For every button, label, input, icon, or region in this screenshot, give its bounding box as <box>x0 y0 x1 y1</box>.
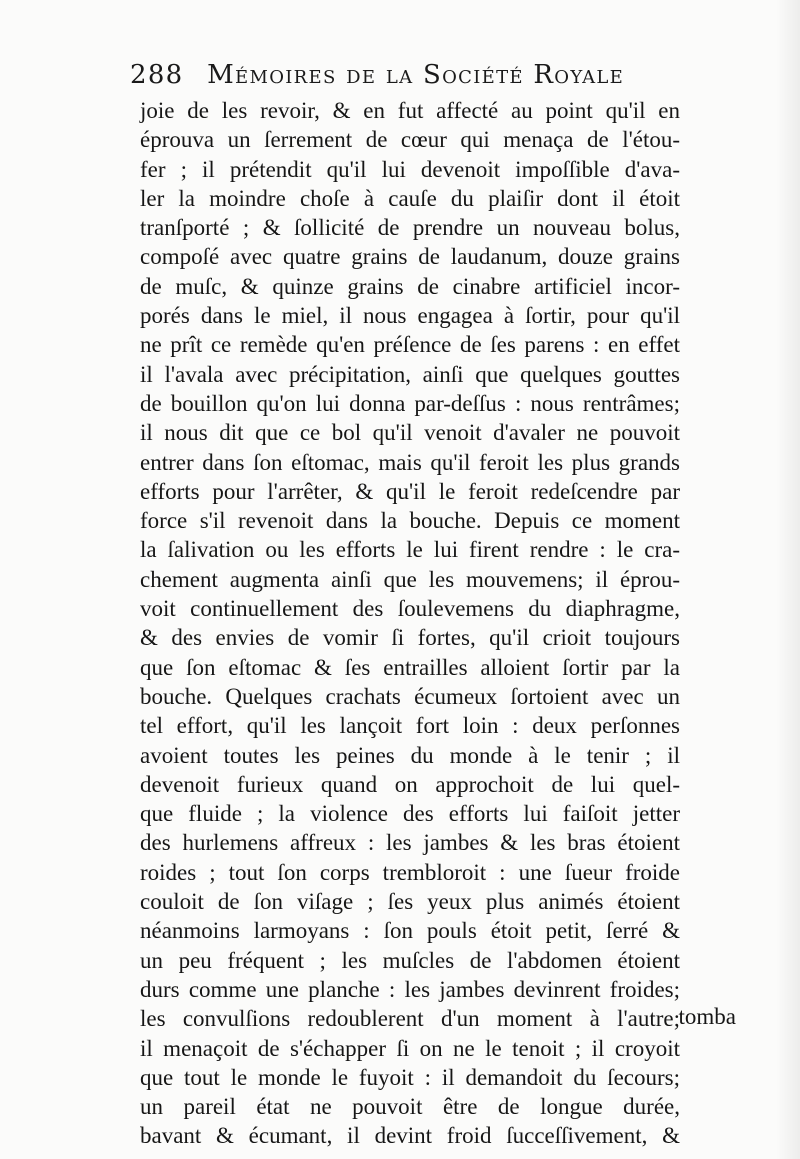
text-line: il nous dit que ce bol qu'il venoit d'avaler ne pouvoit <box>140 420 680 446</box>
text-line: bavant & écumant, il devint froid ſucceſſivement, & <box>140 1123 680 1149</box>
catchword: tomba <box>678 1004 736 1029</box>
text-line: voit continuellement des ſoulevemens du diaphragme, <box>140 596 680 622</box>
page-number: 288 <box>130 60 184 90</box>
text-line: compoſé avec quatre grains de laudanum, douze grains <box>140 244 680 270</box>
text-line: couloit de ſon viſage ; ſes yeux plus animés étoient <box>140 889 680 915</box>
text-line: ler la moindre choſe à cauſe du plaiſir dont il étoit <box>140 185 680 211</box>
text-line: néanmoins larmoyans : ſon pouls étoit petit, ſerré & <box>140 918 680 944</box>
text-line: un peu fréquent ; les muſcles de l'abdomen étoient <box>140 947 680 973</box>
running-head <box>130 62 675 88</box>
text-line: tel effort, qu'il les lançoit fort loin : deux perſonnes <box>140 713 680 739</box>
text-line: force s'il revenoit dans la bouche. Depuis ce moment <box>140 508 680 534</box>
text-line: de bouillon qu'on lui donna par-deſſus : nous rentrâmes; <box>140 390 680 416</box>
running-title: Mémoires de la Société Royale <box>207 60 625 90</box>
text-line: que tout le monde le fuyoit : il demandoit du ſecours; <box>140 1064 680 1090</box>
text-line: efforts pour l'arrêter, & qu'il le feroit redeſcendre par <box>140 478 680 504</box>
text-line: chement augmenta ainſi que les mouvemens; il éprou- <box>140 566 680 592</box>
text-line: un pareil état ne pouvoit être de longue durée, <box>140 1094 680 1120</box>
text-line: & des envies de vomir ſi fortes, qu'il crioit toujours <box>140 625 680 651</box>
text-line: des hurlemens affreux : les jambes & les bras étoient <box>140 830 680 856</box>
text-line: avoient toutes les peines du monde à le tenir ; il <box>140 742 680 768</box>
body-text <box>140 96 680 1151</box>
text-line: que ſon eſtomac & ſes entrailles alloient ſortir par la <box>140 654 680 680</box>
text-line: bouche. Quelques crachats écumeux ſortoient avec un <box>140 683 680 709</box>
page-edge-shadow <box>776 0 800 1159</box>
text-line: il menaçoit de s'échapper ſi on ne le tenoit ; il croyoit <box>140 1035 680 1061</box>
text-line: fer ; il prétendit qu'il lui devenoit impoſſible d'ava- <box>140 156 680 182</box>
text-line: éprouva un ſerrement de cœur qui menaça de l'étou- <box>140 127 680 153</box>
text-line: durs comme une planche : les jambes devinrent froides; <box>140 976 680 1002</box>
text-line: porés dans le miel, il nous engagea à ſortir, pour qu'il <box>140 303 680 329</box>
text-line: joie de les revoir, & en fut affecté au point qu'il en <box>140 98 680 123</box>
text-line: de muſc, & quinze grains de cinabre artificiel incor- <box>140 273 680 299</box>
text-line: entrer dans ſon eſtomac, mais qu'il feroit les plus grands <box>140 449 680 475</box>
text-line: que fluide ; la violence des efforts lui faiſoit jetter <box>140 801 680 827</box>
text-line: roides ; tout ſon corps trembloroit : une ſueur froide <box>140 859 680 885</box>
text-line: les convulſions redoublerent d'un moment à l'autre; <box>140 1006 680 1032</box>
text-line: devenoit furieux quand on approchoit de lui quel- <box>140 771 680 797</box>
text-line: il l'avala avec précipitation, ainſi que quelques gouttes <box>140 361 680 387</box>
text-line: la ſalivation ou les efforts le lui firent rendre : le cra- <box>140 537 680 563</box>
text-line: ne prît ce remède qu'en préſence de ſes parens : en effet <box>140 332 680 358</box>
text-line: tranſporté ; & ſollicité de prendre un nouveau bolus, <box>140 215 680 241</box>
